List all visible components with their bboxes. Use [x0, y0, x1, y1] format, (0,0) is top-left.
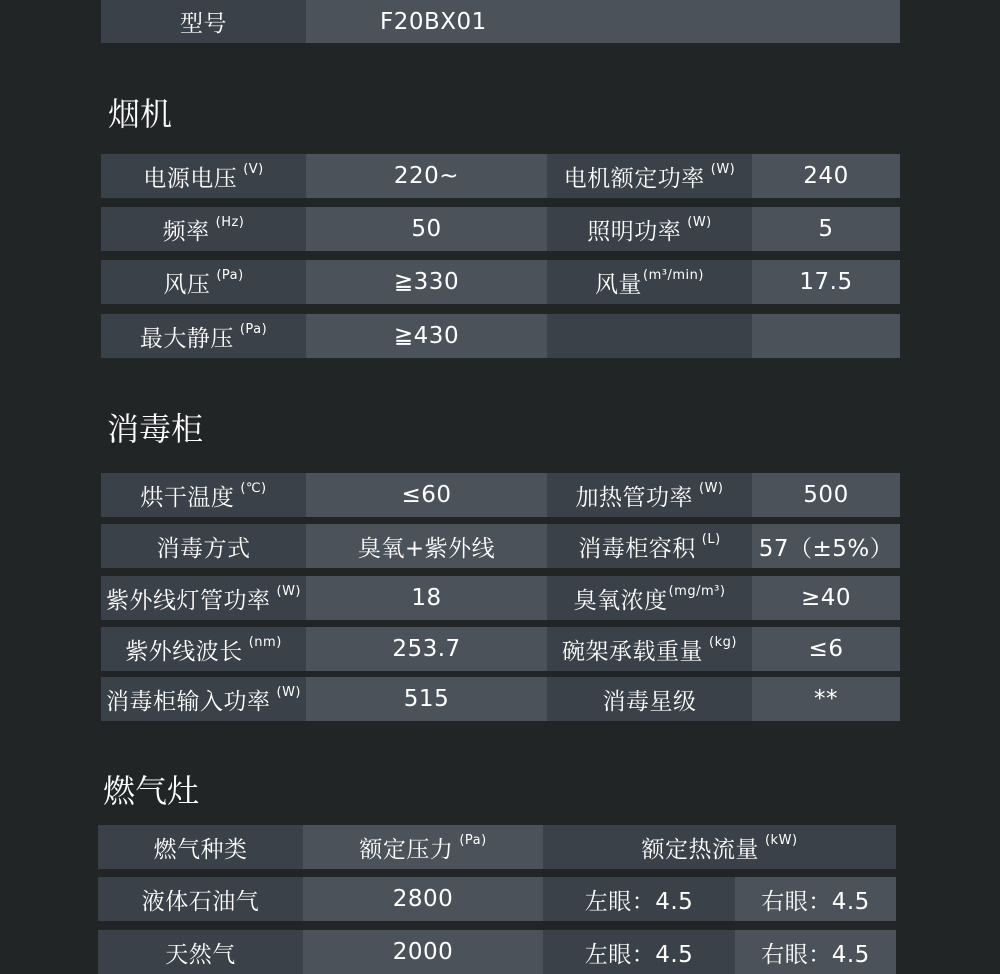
disinfection-value-method: 臭氧+紫外线	[306, 524, 547, 568]
hood-label-motor-power: 电机额定功率 (W)	[547, 154, 752, 198]
stove-row-right-burner: 右眼：4.5	[735, 930, 896, 974]
hood-value-air-volume: 17.5	[752, 260, 900, 304]
disinfection-section-title: 消毒柜	[107, 410, 204, 448]
stove-row-left-burner: 左眼：4.5	[543, 877, 735, 921]
disinfection-value-uv-wavelength: 253.7	[306, 627, 547, 671]
hood-label-max-static-pressure: 最大静压 (Pa)	[101, 314, 306, 358]
hood-value-motor-power: 240	[752, 154, 900, 198]
disinfection-label-uv-power: 紫外线灯管功率 (W)	[101, 576, 306, 620]
hood-label-light-power: 照明功率 (W)	[547, 207, 752, 251]
stove-header-gas-type: 燃气种类	[98, 825, 303, 869]
hood-value-empty	[752, 314, 900, 358]
disinfection-value-rack-load: ≤6	[752, 627, 900, 671]
hood-value-voltage: 220~	[306, 154, 547, 198]
disinfection-label-input-power: 消毒柜输入功率 (W)	[101, 677, 306, 721]
stove-header-heat-flow: 额定热流量 (kW)	[543, 825, 896, 869]
stove-row-pressure: 2000	[303, 930, 543, 974]
disinfection-label-rack-load: 碗架承载重量 (kg)	[547, 627, 752, 671]
stove-row-pressure: 2800	[303, 877, 543, 921]
disinfection-label-drying-temp: 烘干温度 (℃)	[101, 473, 306, 517]
stove-row-left-burner: 左眼：4.5	[543, 930, 735, 974]
disinfection-label-heater-power: 加热管功率 (W)	[547, 473, 752, 517]
hood-label-air-volume: 风量 (m³/min)	[547, 260, 752, 304]
disinfection-value-uv-power: 18	[306, 576, 547, 620]
disinfection-value-drying-temp: ≤60	[306, 473, 547, 517]
disinfection-value-ozone: ≥40	[752, 576, 900, 620]
disinfection-value-heater-power: 500	[752, 473, 900, 517]
stove-row-gas: 液体石油气	[98, 877, 303, 921]
disinfection-label-method: 消毒方式	[101, 524, 306, 568]
hood-label-voltage: 电源电压 (V)	[101, 154, 306, 198]
model-label: 型号	[101, 0, 306, 43]
disinfection-label-uv-wavelength: 紫外线波长 (nm)	[101, 627, 306, 671]
disinfection-label-star-rating: 消毒星级	[547, 677, 752, 721]
disinfection-label-capacity: 消毒柜容积 (L)	[547, 524, 752, 568]
hood-value-frequency: 50	[306, 207, 547, 251]
hood-label-empty	[547, 314, 752, 358]
hood-value-max-static-pressure: ≧430	[306, 314, 547, 358]
hood-label-frequency: 频率 (Hz)	[101, 207, 306, 251]
hood-value-light-power: 5	[752, 207, 900, 251]
disinfection-value-input-power: 515	[306, 677, 547, 721]
stove-row-right-burner: 右眼：4.5	[735, 877, 896, 921]
stove-header-pressure: 额定压力 (Pa)	[303, 825, 543, 869]
disinfection-label-ozone: 臭氧浓度 (mg/m³)	[547, 576, 752, 620]
hood-section-title: 烟机	[108, 95, 173, 133]
hood-value-wind-pressure: ≧330	[306, 260, 547, 304]
disinfection-value-star-rating: **	[752, 677, 900, 721]
model-value: F20BX01	[306, 0, 900, 43]
disinfection-value-capacity: 57（±5%）	[752, 524, 900, 568]
hood-label-wind-pressure: 风压 (Pa)	[101, 260, 306, 304]
stove-section-title: 燃气灶	[103, 772, 200, 810]
stove-row-gas: 天然气	[98, 930, 303, 974]
